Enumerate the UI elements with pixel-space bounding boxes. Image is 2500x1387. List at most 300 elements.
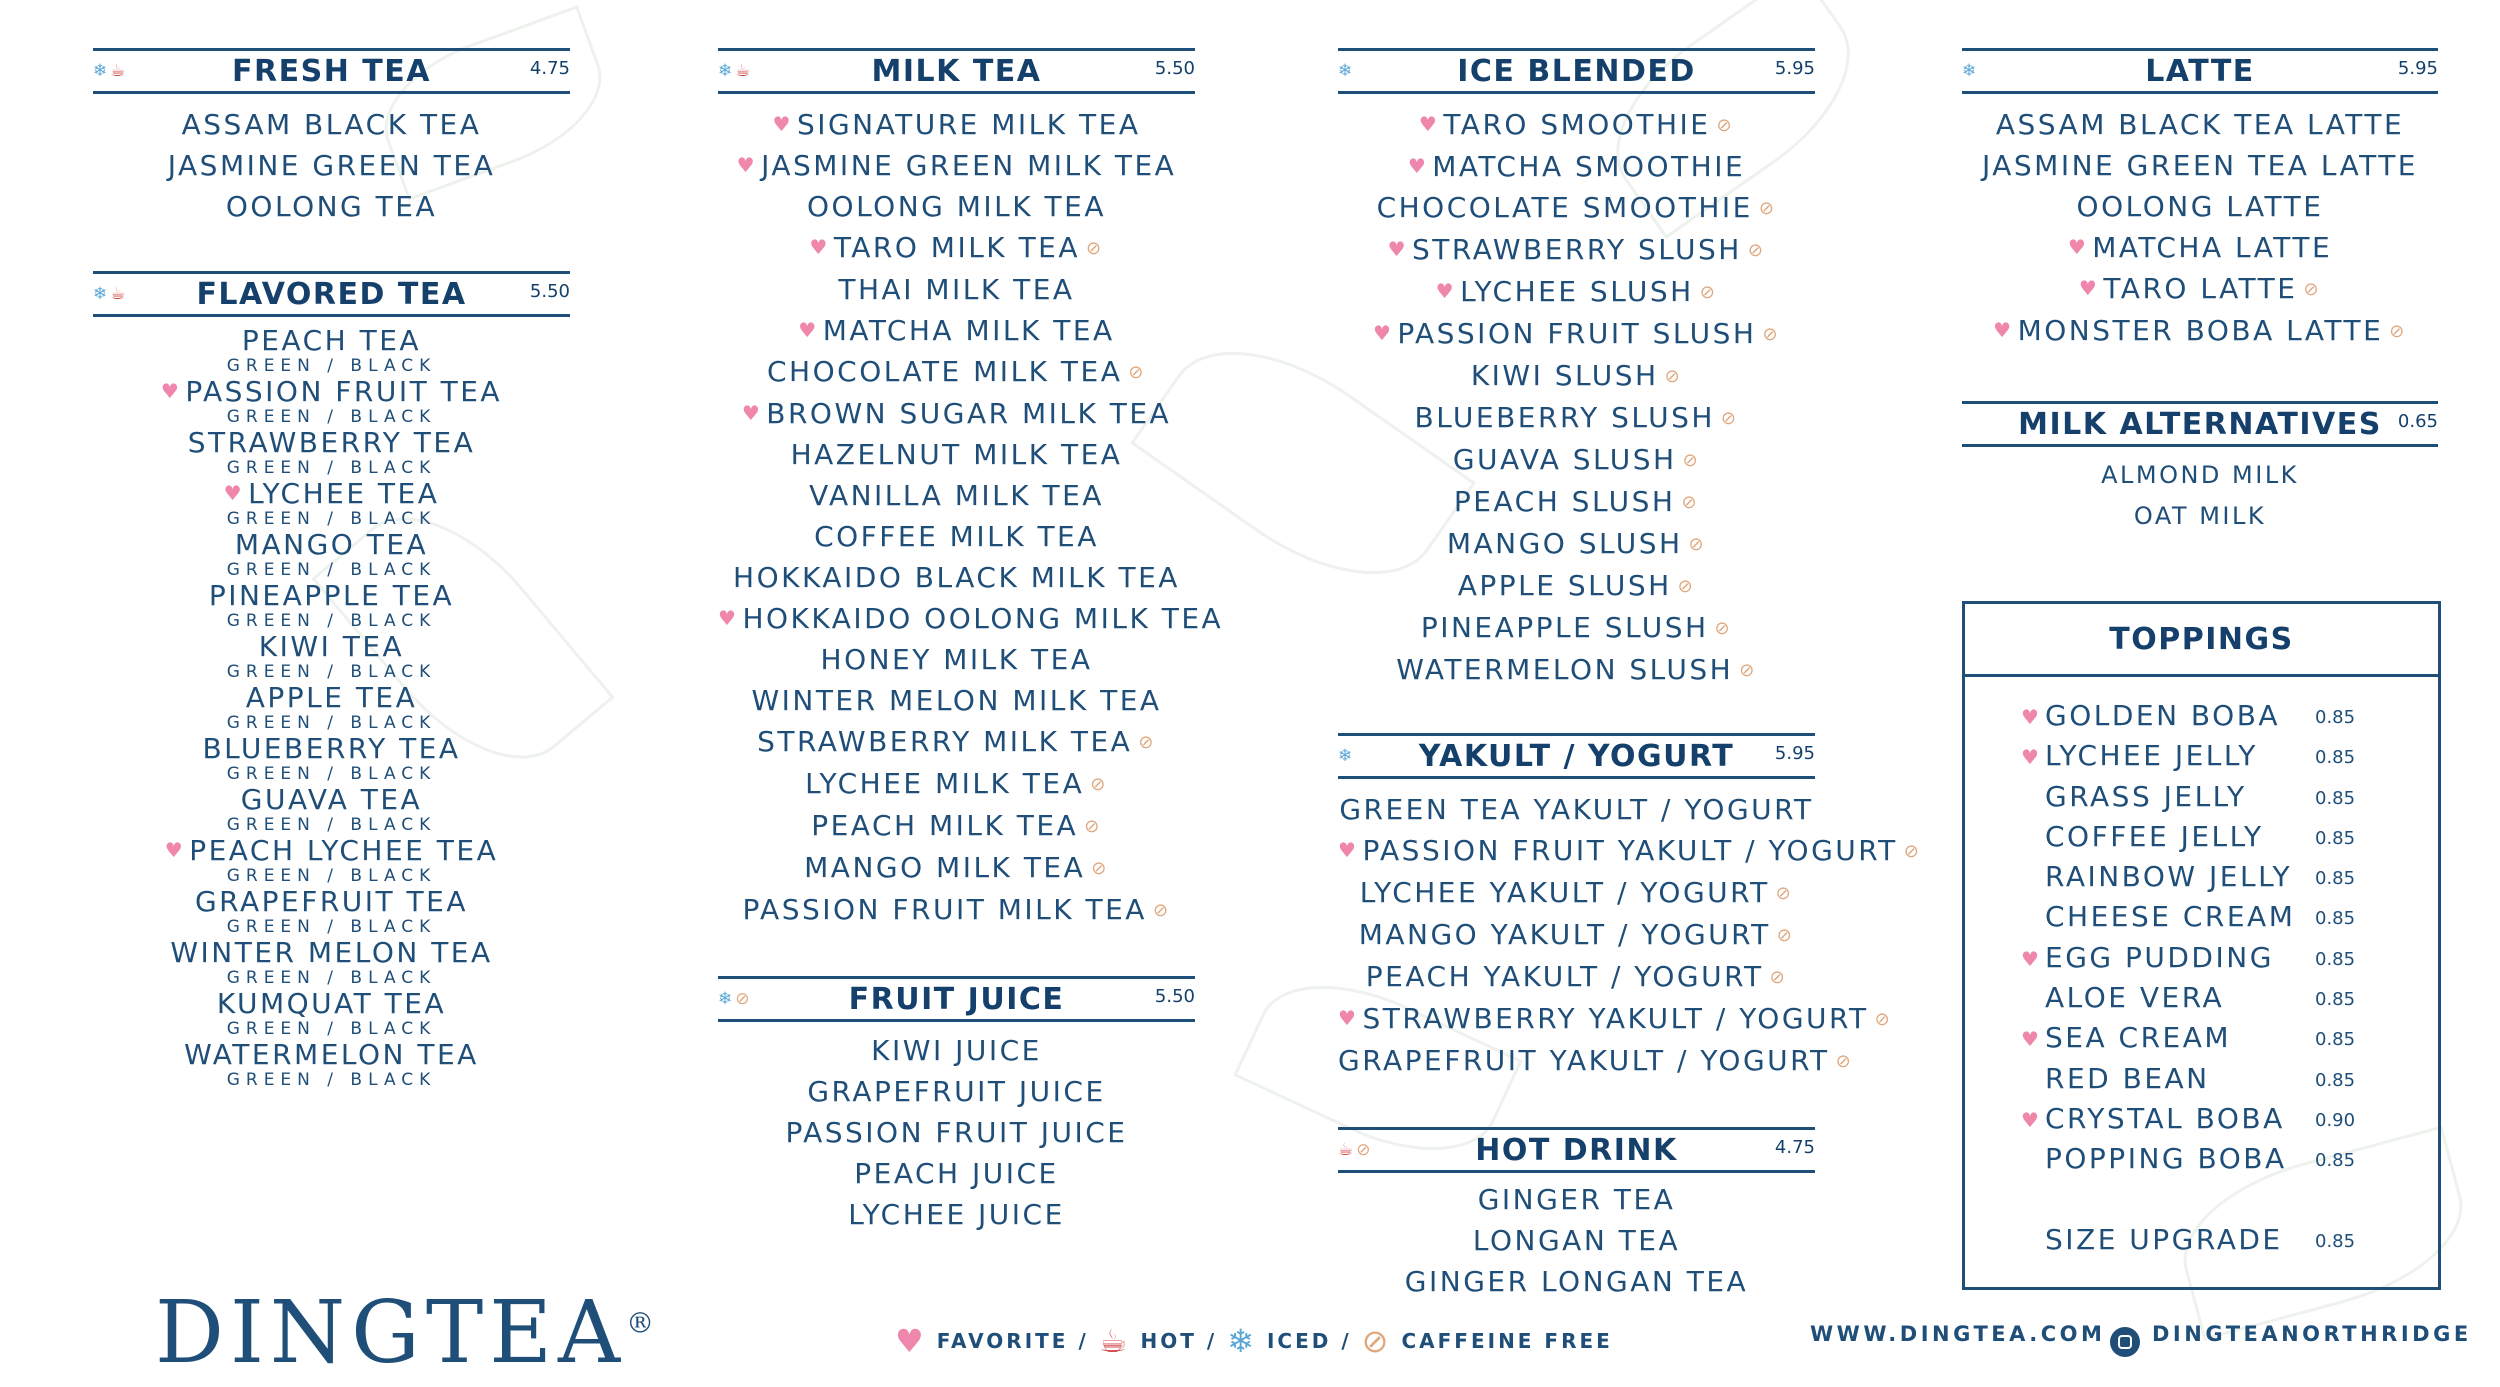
instagram-icon: [2110, 1327, 2140, 1357]
item-list: [1338, 104, 1815, 691]
no-caffeine-icon: ⊘: [1664, 366, 1683, 387]
section-title: HOT DRINK: [1475, 1132, 1678, 1168]
item-name: MATCHA SMOOTHIE: [1432, 150, 1746, 183]
topping-price: 0.85: [2315, 1150, 2356, 1172]
item-list: [1338, 789, 1922, 1082]
topping-name: POPPING BOBA: [2045, 1142, 2287, 1176]
no-caffeine-icon: ⊘: [1776, 925, 1795, 946]
section-icons: [1338, 61, 1352, 81]
menu-item: [1338, 649, 1815, 691]
item-list: [718, 104, 1224, 931]
legend-separator: /: [1206, 1329, 1218, 1353]
menu-item: [1338, 872, 1815, 914]
section-icons: [718, 989, 750, 1009]
no-caffeine-icon: ⊘: [1903, 841, 1922, 862]
website-link[interactable]: WWW.DINGTEA.COM: [1810, 1322, 2106, 1346]
section-price: 0.65: [2397, 411, 2438, 432]
section-icons: [93, 284, 126, 304]
topping-price: 0.85: [2315, 1069, 2356, 1091]
item-name: OOLONG LATTE: [2076, 190, 2324, 223]
topping-price: 0.85: [2315, 1230, 2356, 1252]
item-name: PINEAPPLE TEA: [208, 579, 455, 612]
section-icons: [718, 61, 751, 81]
item-name: PASSION FRUIT SLUSH: [1397, 317, 1757, 350]
no-caffeine-icon: ⊘: [1681, 492, 1700, 513]
item-list: [93, 325, 570, 1090]
heart-icon: ♥: [1338, 838, 1359, 862]
item-name: KUMQUAT TEA: [216, 987, 447, 1020]
section-toppings: [1962, 601, 2441, 1290]
menu-item: [93, 529, 570, 560]
heart-icon: ♥: [2078, 276, 2100, 300]
item-name: CHOCOLATE MILK TEA: [767, 355, 1123, 388]
section-title: MILK ALTERNATIVES: [2018, 406, 2382, 442]
no-caffeine-icon: ⊘: [1682, 450, 1701, 471]
menu-item: [1338, 914, 1815, 956]
menu-item: [718, 721, 1195, 763]
item-name: BROWN SUGAR MILK TEA: [766, 397, 1172, 430]
item-name: KIWI TEA: [258, 630, 405, 663]
menu-item: [718, 351, 1195, 393]
heart-icon: ♥: [809, 235, 830, 259]
item-list: [718, 1030, 1195, 1235]
menu-item: [1338, 565, 1815, 607]
no-caffeine-icon: ⊘: [1084, 816, 1102, 837]
legend-separator: /: [1078, 1329, 1089, 1353]
item-name: APPLE TEA: [245, 681, 418, 714]
no-caffeine-icon: ⊘: [1128, 362, 1146, 383]
item-name: MANGO SLUSH: [1446, 527, 1683, 560]
menu-item: [718, 516, 1195, 557]
menu-item: [93, 835, 570, 866]
section-title: YAKULT / YOGURT: [1418, 738, 1735, 774]
item-subtitle: GREEN / BLACK: [226, 713, 437, 733]
snowflake-icon: ❄: [93, 61, 108, 81]
menu-item: [718, 763, 1195, 805]
topping-price: 0.85: [2315, 787, 2356, 809]
section-price: 4.75: [529, 58, 570, 79]
heart-icon: ♥: [2021, 705, 2039, 729]
topping-row: [1965, 737, 2438, 777]
heart-icon: ♥: [2021, 1027, 2039, 1052]
topping-name: COFFEE JELLY: [2045, 819, 2264, 853]
menu-item: [1338, 1040, 1854, 1082]
topping-name: GRASS JELLY: [2045, 779, 2247, 813]
section-fresh-tea: [93, 48, 570, 227]
no-caffeine-icon: ⊘: [1720, 408, 1739, 429]
item-name: TARO SMOOTHIE: [1443, 108, 1711, 141]
section-icons: [1338, 746, 1352, 766]
item-name: STRAWBERRY YAKULT / YOGURT: [1362, 1002, 1869, 1035]
item-name: VANILLA MILK TEA: [809, 479, 1104, 512]
menu-item: [1338, 397, 1815, 439]
item-subtitle: GREEN / BLACK: [226, 968, 437, 988]
item-name: GUAVA SLUSH: [1452, 443, 1677, 476]
item-name: OOLONG MILK TEA: [807, 190, 1106, 223]
item-name: HOKKAIDO BLACK MILK TEA: [733, 561, 1180, 594]
no-caffeine-icon: ⊘: [1699, 282, 1718, 303]
no-caffeine-icon: ⊘: [1874, 1009, 1893, 1030]
menu-item: [1338, 830, 1922, 872]
menu-item: [1962, 145, 2438, 186]
legend: [895, 1322, 1613, 1360]
no-caffeine-icon: ⊘: [1716, 115, 1735, 136]
item-name: SIGNATURE MILK TEA: [796, 108, 1141, 141]
no-caffeine-icon: ⊘: [735, 989, 750, 1009]
heart-icon: ♥: [1338, 1006, 1359, 1030]
menu-item: [1962, 186, 2438, 227]
menu-item: [93, 580, 570, 611]
topping-row: [1965, 778, 2438, 818]
menu-item: [93, 325, 570, 356]
toppings-list: [1965, 697, 2438, 1261]
item-name: APPLE SLUSH: [1457, 569, 1672, 602]
snowflake-icon: ❄: [718, 61, 733, 81]
snowflake-icon: ❄: [1338, 746, 1353, 766]
menu-item: [93, 478, 570, 509]
heart-icon: ♥: [2021, 745, 2039, 770]
topping-name: CHEESE CREAM: [2045, 900, 2296, 934]
no-caffeine-icon: ⊘: [1086, 238, 1104, 259]
snowflake-icon: ❄: [1962, 61, 1977, 81]
no-caffeine-icon: ⊘: [1835, 1051, 1854, 1072]
item-name: WATERMELON SLUSH: [1396, 653, 1734, 686]
topping-row: [1965, 818, 2438, 858]
menu-item: [1338, 229, 1815, 271]
item-list: [1962, 104, 2438, 352]
item-name: MANGO TEA: [234, 528, 429, 561]
hot-cup-icon: ☕: [110, 61, 126, 81]
item-subtitle: GREEN / BLACK: [226, 1070, 437, 1090]
section-milk-tea: [718, 48, 1224, 931]
no-caffeine-icon: ⊘: [1677, 576, 1696, 597]
section-price: 4.75: [1774, 1137, 1815, 1158]
section-header: [1962, 48, 2438, 94]
topping-name: SEA CREAM: [2045, 1021, 2232, 1055]
no-caffeine-icon: ⊘: [1091, 858, 1109, 879]
heart-icon: ♥: [2021, 946, 2039, 971]
item-name: WATERMELON TEA: [184, 1038, 479, 1071]
item-name: THAI MILK TEA: [838, 273, 1075, 306]
topping-price: 0.85: [2315, 868, 2356, 890]
topping-row: [1965, 979, 2438, 1019]
section-header: [1338, 1127, 1815, 1173]
menu-item: [718, 434, 1195, 475]
topping-price: 0.85: [2315, 827, 2356, 849]
item-name: LYCHEE TEA: [248, 477, 440, 510]
item-name: JASMINE GREEN MILK TEA: [761, 149, 1177, 182]
section-icons: [93, 61, 126, 81]
menu-item: [718, 104, 1195, 145]
item-name: LYCHEE MILK TEA: [805, 767, 1085, 800]
section-header: [1962, 401, 2438, 447]
menu-item: [1338, 481, 1815, 523]
heart-icon: ♥: [164, 838, 186, 862]
section-price: 5.50: [1154, 58, 1195, 79]
section-title: FLAVORED TEA: [196, 276, 467, 312]
item-name: STRAWBERRY MILK TEA: [757, 725, 1133, 758]
item-name: HOKKAIDO OOLONG MILK TEA: [742, 602, 1224, 635]
item-name: BLUEBERRY TEA: [202, 732, 461, 765]
hot-cup-icon: ☕: [1098, 1322, 1131, 1360]
item-name: HONEY MILK TEA: [820, 643, 1093, 676]
no-caffeine-icon: ⊘: [1775, 883, 1794, 904]
section-header: [1338, 48, 1815, 94]
hot-cup-icon: ☕: [735, 61, 751, 81]
heart-icon: ♥: [2067, 235, 2089, 259]
topping-row: [1965, 898, 2438, 938]
section-price: 5.95: [1774, 743, 1815, 764]
menu-item: OOLONG TEA: [225, 190, 438, 223]
topping-row: [1965, 1100, 2438, 1140]
menu-item: [1338, 523, 1815, 565]
section-price: 5.50: [1154, 986, 1195, 1007]
section-flavored-tea: [93, 271, 570, 1090]
item-name: GREEN TEA YAKULT / YOGURT: [1339, 793, 1814, 826]
heart-icon: ♥: [223, 481, 245, 505]
menu-item: ASSAM BLACK TEA: [181, 108, 482, 141]
topping-row: [1965, 697, 2438, 737]
section-latte: [1962, 48, 2438, 352]
item-subtitle: GREEN / BLACK: [226, 356, 437, 376]
menu-item: [1338, 271, 1815, 313]
hot-cup-icon: ☕: [110, 284, 126, 304]
section-icons: [1962, 61, 1976, 81]
legend-separator: /: [1341, 1329, 1352, 1353]
menu-item: KIWI JUICE: [871, 1034, 1042, 1067]
topping-price: 0.85: [2315, 1029, 2356, 1051]
item-name: ASSAM BLACK TEA LATTE: [1995, 108, 2405, 141]
menu-item: [1338, 146, 1815, 187]
menu-item: [1338, 607, 1815, 649]
legend-caffeine-free: CAFFEINE FREE: [1401, 1329, 1613, 1353]
menu-item: [1962, 104, 2438, 145]
menu-item: [93, 886, 570, 917]
menu-item: [93, 631, 570, 662]
menu-item: [93, 988, 570, 1019]
section-title: MILK TEA: [871, 53, 1042, 89]
section-title: FRUIT JUICE: [848, 981, 1065, 1017]
menu-item: [93, 427, 570, 458]
menu-item: GINGER TEA: [1477, 1183, 1676, 1216]
menu-item: [93, 784, 570, 815]
heart-icon: ♥: [1435, 279, 1457, 303]
topping-price: 0.85: [2315, 908, 2356, 930]
item-subtitle: GREEN / BLACK: [226, 1019, 437, 1039]
menu-item: PEACH JUICE: [854, 1157, 1059, 1190]
legend-hot: HOT: [1140, 1329, 1197, 1353]
item-name: TARO MILK TEA: [833, 231, 1081, 264]
instagram-handle[interactable]: DINGTEANORTHRIDGE: [2152, 1322, 2472, 1346]
heart-icon: ♥: [160, 379, 182, 403]
section-price: 5.50: [529, 281, 570, 302]
section-header: [1338, 733, 1815, 779]
item-name: PEACH YAKULT / YOGURT: [1365, 960, 1764, 993]
menu-item: [1338, 789, 1815, 830]
item-name: MATCHA LATTE: [2092, 231, 2333, 264]
menu-item: [1338, 998, 1893, 1040]
section-header: [93, 48, 570, 94]
topping-row: [1965, 1019, 2438, 1059]
item-subtitle: GREEN / BLACK: [226, 764, 437, 784]
item-name: MATCHA MILK TEA: [822, 314, 1115, 347]
no-caffeine-icon: ⊘: [1090, 774, 1108, 795]
menu-item: [1338, 355, 1815, 397]
menu-item: [1338, 187, 1815, 229]
menu-item: [1338, 439, 1815, 481]
heart-icon: ♥: [1387, 237, 1408, 261]
topping-name: EGG PUDDING: [2045, 940, 2274, 974]
item-list: [1338, 1179, 1815, 1302]
topping-name: RED BEAN: [2045, 1061, 2210, 1095]
snowflake-icon: ❄: [93, 284, 108, 304]
menu-item: OAT MILK: [2133, 502, 2267, 530]
section-icons: [1338, 1140, 1371, 1160]
section-title: TOPPINGS: [2109, 621, 2294, 657]
section-header: [1965, 604, 2438, 677]
menu-item: PASSION FRUIT JUICE: [785, 1116, 1128, 1149]
menu-item: [718, 639, 1195, 680]
no-caffeine-icon: ⊘: [1138, 732, 1156, 753]
section-price: 5.95: [1774, 58, 1815, 79]
topping-price: 0.90: [2315, 1109, 2356, 1131]
item-name: STRAWBERRY SLUSH: [1412, 233, 1742, 266]
menu-item: JASMINE GREEN TEA: [167, 149, 496, 182]
heart-icon: ♥: [1993, 318, 2014, 342]
menu-item: [93, 376, 570, 407]
brand-logo: DINGTEA®: [155, 1283, 655, 1383]
menu-item: ALMOND MILK: [2101, 461, 2299, 489]
item-name: MANGO MILK TEA: [804, 851, 1086, 884]
menu-item: LYCHEE JUICE: [848, 1198, 1065, 1231]
section-ice-blended: [1338, 48, 1815, 691]
item-name: PASSION FRUIT TEA: [185, 375, 503, 408]
snowflake-icon: ❄: [718, 989, 733, 1009]
menu-item: [718, 847, 1195, 889]
menu-item: [1962, 227, 2438, 268]
menu-item: [718, 680, 1195, 721]
menu-item: [718, 145, 1195, 186]
item-name: WINTER MELON TEA: [170, 936, 493, 969]
menu-item: [93, 1039, 570, 1070]
item-name: KIWI SLUSH: [1470, 359, 1659, 392]
menu-item: [93, 682, 570, 713]
topping-name: SIZE UPGRADE: [2045, 1222, 2283, 1256]
heart-icon: ♥: [736, 153, 758, 177]
section-milk-alternatives: [1962, 401, 2438, 537]
item-name: PASSION FRUIT MILK TEA: [742, 893, 1147, 926]
topping-name: RAINBOW JELLY: [2045, 860, 2293, 894]
menu-item: [1338, 104, 1815, 146]
hot-cup-icon: ☕: [1338, 1140, 1354, 1160]
heart-icon: ♥: [798, 318, 819, 342]
section-hot-drink: [1338, 1127, 1815, 1302]
topping-price: 0.85: [2315, 989, 2356, 1011]
section-title: FRESH TEA: [232, 53, 431, 89]
menu-item: [718, 475, 1195, 516]
item-subtitle: GREEN / BLACK: [226, 611, 437, 631]
menu-item: [718, 393, 1195, 434]
menu-item: GRAPEFRUIT JUICE: [807, 1075, 1106, 1108]
item-name: PINEAPPLE SLUSH: [1420, 611, 1709, 644]
heart-icon: ♥: [2021, 1107, 2039, 1132]
no-caffeine-icon: ⊘: [1356, 1140, 1371, 1160]
item-subtitle: GREEN / BLACK: [226, 458, 437, 478]
item-name: JASMINE GREEN TEA LATTE: [1981, 149, 2418, 182]
no-caffeine-icon: ⊘: [1714, 618, 1733, 639]
no-caffeine-icon: ⊘: [1739, 660, 1757, 681]
topping-name: GOLDEN BOBA: [2045, 699, 2281, 732]
topping-price: 0.85: [2315, 707, 2356, 728]
heart-icon: ♥: [895, 1322, 927, 1360]
item-name: STRAWBERRY TEA: [187, 426, 476, 459]
menu-item: [93, 937, 570, 968]
menu-item: [718, 186, 1195, 227]
item-name: LYCHEE YAKULT / YOGURT: [1359, 876, 1770, 909]
no-caffeine-icon: ⊘: [2389, 321, 2407, 342]
item-name: TARO LATTE: [2103, 272, 2298, 305]
item-list: [1962, 455, 2438, 537]
menu-item: [1962, 310, 2438, 352]
menu-item: [1338, 313, 1815, 355]
item-name: COFFEE MILK TEA: [814, 520, 1099, 553]
snowflake-icon: ❄: [1338, 61, 1353, 81]
heart-icon: ♥: [1407, 154, 1429, 178]
item-name: GRAPEFRUIT TEA: [194, 885, 468, 918]
legend-favorite: FAVORITE: [936, 1329, 1069, 1353]
section-header: [718, 48, 1195, 94]
section-header: [93, 271, 570, 317]
item-subtitle: GREEN / BLACK: [226, 407, 437, 427]
menu-item: [718, 598, 1224, 639]
section-fruit-juice: [718, 976, 1195, 1235]
item-list: [93, 104, 570, 227]
item-subtitle: GREEN / BLACK: [226, 917, 437, 937]
menu-item: [718, 805, 1195, 847]
topping-price: 0.85: [2315, 747, 2356, 769]
item-name: PASSION FRUIT YAKULT / YOGURT: [1362, 834, 1898, 867]
menu-item: [718, 310, 1195, 351]
item-subtitle: GREEN / BLACK: [226, 866, 437, 886]
menu-item: LONGAN TEA: [1472, 1224, 1681, 1257]
menu-item: [718, 269, 1195, 310]
no-caffeine-icon: ⊘: [1758, 198, 1777, 219]
topping-name: ALOE VERA: [2045, 981, 2225, 1015]
item-name: PEACH TEA: [241, 324, 422, 357]
topping-name: LYCHEE JELLY: [2045, 739, 2258, 773]
section-header: [718, 976, 1195, 1022]
section-title: LATTE: [2145, 53, 2255, 89]
item-name: CHOCOLATE SMOOTHIE: [1376, 191, 1753, 224]
menu-item: [718, 557, 1195, 598]
menu-item: [718, 889, 1195, 931]
menu-item: [93, 733, 570, 764]
topping-row: [1965, 1140, 2438, 1180]
legend-iced: ICED: [1266, 1329, 1332, 1353]
item-subtitle: GREEN / BLACK: [226, 662, 437, 682]
no-caffeine-icon: ⊘: [1762, 324, 1781, 345]
snowflake-icon: ❄: [1227, 1322, 1257, 1360]
item-name: HAZELNUT MILK TEA: [790, 438, 1123, 471]
heart-icon: ♥: [1418, 112, 1440, 136]
no-caffeine-icon: ⊘: [2303, 279, 2322, 300]
topping-row: [1965, 1181, 2438, 1221]
topping-row: [1965, 1060, 2438, 1100]
item-subtitle: GREEN / BLACK: [226, 509, 437, 529]
item-name: PEACH LYCHEE TEA: [189, 834, 499, 867]
section-yakult-yogurt: [1338, 733, 1922, 1082]
no-caffeine-icon: ⊘: [1747, 240, 1766, 261]
